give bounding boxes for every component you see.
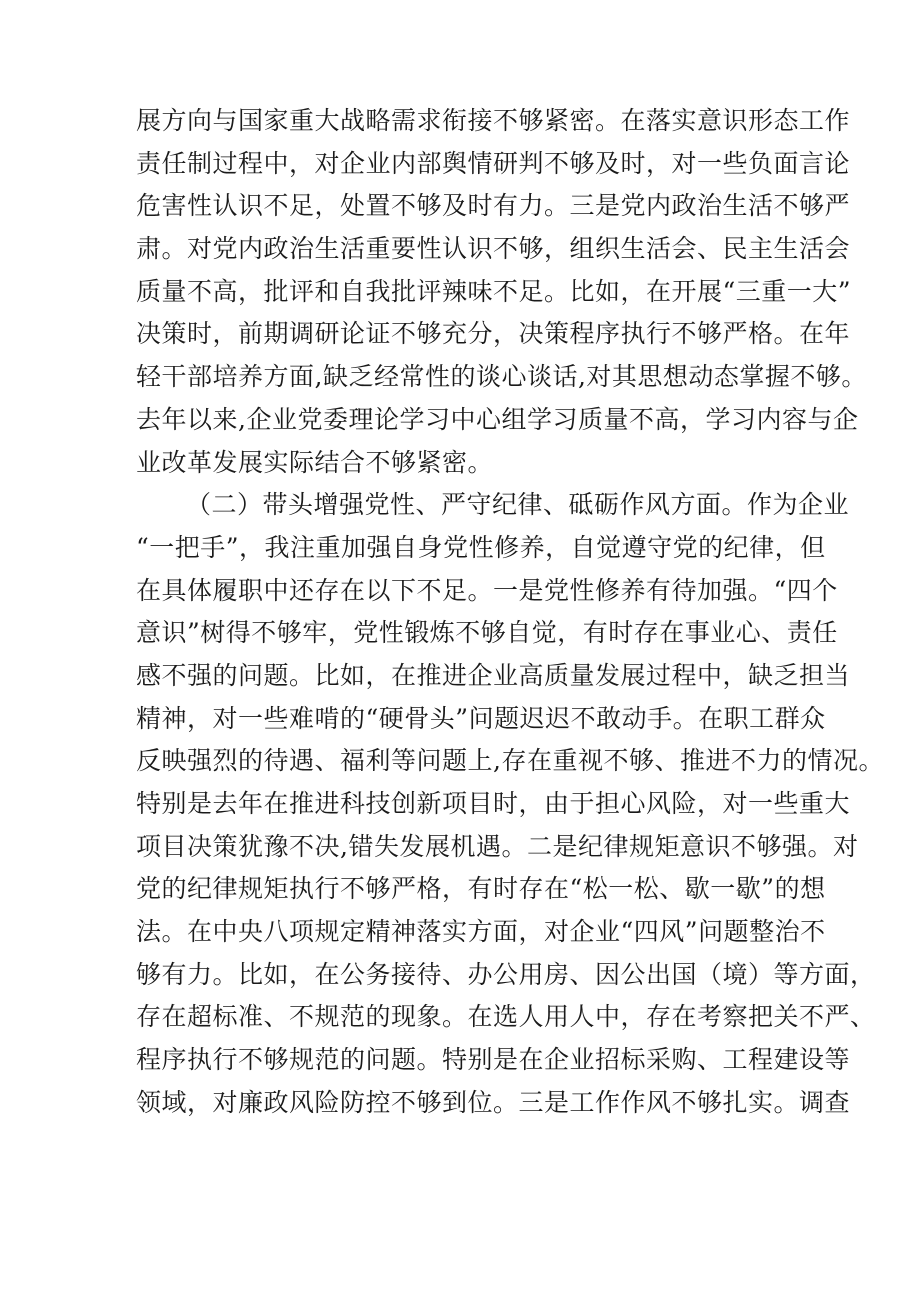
text-line: 展方向与国家重大战略需求衔接不够紧密。在落实意识形态工作: [136, 106, 851, 135]
text-line: 领域，对廉政风险防控不够到位。三是工作作风不够扎实。调查: [136, 1087, 851, 1117]
text-line: 危害性认识不足，处置不够及时有力。三是党内政治生活不够严: [136, 191, 851, 221]
document-body: [136, 100, 884, 1125]
text-line: 够有力。比如，在公务接待、办公用房、因公出国（境）等方面，: [136, 959, 876, 989]
text-line: 业改革发展实际结合不够紧密。: [136, 447, 494, 477]
text-line: 存在超标准、不规范的现象。在选人用人中，存在考察把关不严、: [136, 1002, 876, 1032]
text-line: “一把手”，我注重加强自身党性修养，自觉遵守党的纪律，但: [136, 532, 826, 562]
text-line: 反映强烈的待遇、福利等问题上,存在重视不够、推进不力的情况。: [136, 746, 884, 776]
text-line: （二）带头增强党性、严守纪律、砥砺作风方面。作为企业: [186, 490, 850, 520]
text-line: 法。在中央八项规定精神落实方面，对企业“四风”问题整治不: [136, 917, 826, 947]
text-line: 项目决策犹豫不决,错失发展机遇。二是纪律规矩意识不够强。对: [136, 831, 859, 861]
text-line: 质量不高，批评和自我批评辣味不足。比如，在开展“三重一大”: [136, 276, 852, 306]
text-line: 意识”树得不够牢，党性锻炼不够自觉，有时存在事业心、责任: [136, 618, 838, 648]
text-line: 程序执行不够规范的问题。特别是在企业招标采购、工程建设等: [136, 1045, 851, 1075]
text-line: 党的纪律规矩执行不够严格，有时存在“松一松、歇一歇”的想: [136, 874, 826, 904]
paragraph-1: [136, 100, 867, 484]
text-line: 在具体履职中还存在以下不足。一是党性修养有待加强。“四个: [136, 575, 838, 605]
text-line: 精神，对一些难啃的“硬骨头”问题迟迟不敢动手。在职工群众: [136, 703, 826, 733]
text-line: 感不强的问题。比如，在推进企业高质量发展过程中，缺乏担当: [136, 660, 851, 690]
text-line: 轻干部培养方面,缺乏经常性的谈心谈话,对其思想动态掌握不够。: [136, 362, 867, 392]
text-line: 责任制过程中，对企业内部舆情研判不够及时，对一些负面言论: [136, 148, 851, 178]
text-line: 去年以来,企业党委理论学习中心组学习质量不高，学习内容与企: [136, 404, 859, 434]
paragraph-2: [136, 484, 884, 1124]
text-line: 决策时，前期调研论证不够充分，决策程序执行不够严格。在年: [136, 319, 851, 349]
text-line: 特别是去年在推进科技创新项目时，由于担心风险，对一些重大: [136, 789, 851, 818]
text-line: 肃。对党内政治生活重要性认识不够，组织生活会、民主生活会: [136, 234, 851, 264]
